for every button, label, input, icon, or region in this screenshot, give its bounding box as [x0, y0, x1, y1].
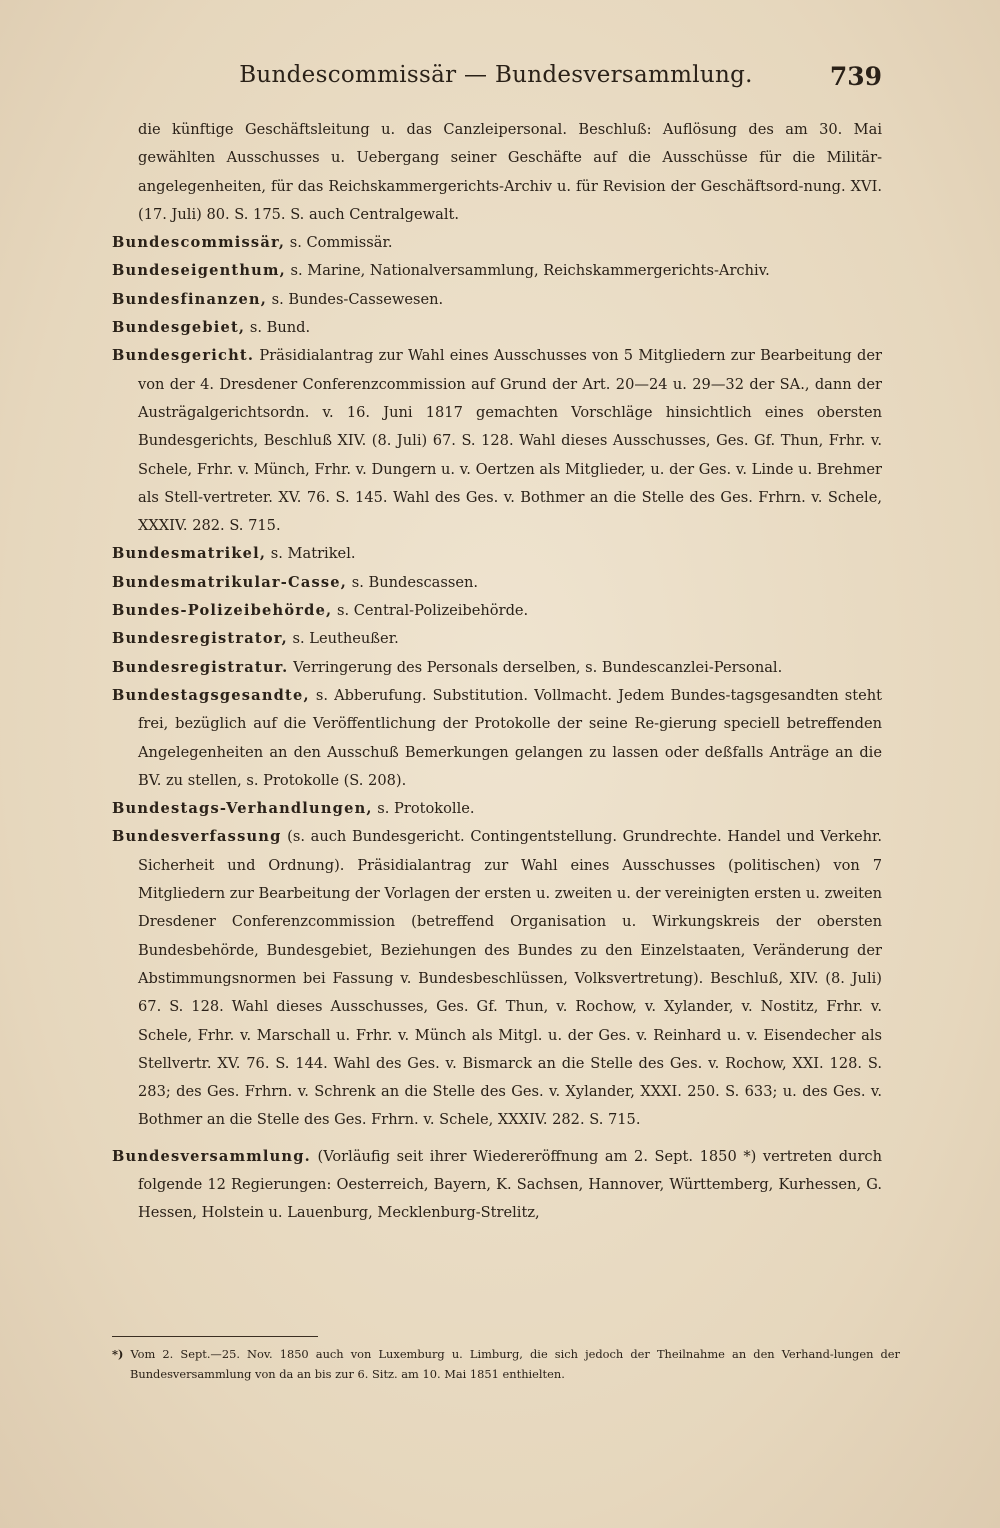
entry-lemma: Bundescommissär, — [112, 234, 286, 252]
footnote — [112, 1344, 900, 1384]
index-entry — [112, 257, 882, 285]
footnote-text: Vom 2. Sept.—25. Nov. 1850 auch von Luxemburg u. Limburg, die sich jedoch der Theilnahme an den Verhand-lungen der Bundesversammlung von da an bis zur 6. Sitz. am 10. Mai 1851 enthielten. — [123, 1347, 900, 1381]
entry-lemma: Bundesmatrikular-Casse, — [112, 573, 348, 591]
entry-lemma: Bundesregistratur. — [112, 658, 289, 676]
entry-lemma: Bundesgericht. — [112, 347, 255, 365]
entry-lemma: Bundestagsgesandte, — [112, 686, 310, 704]
index-entry — [112, 540, 882, 568]
index-entry — [112, 823, 882, 1134]
index-entry — [112, 654, 882, 682]
entry-lemma: Bundesverfassung — [112, 828, 282, 846]
entry-lemma: Bundesgebiet, — [112, 319, 246, 337]
index-entry — [112, 1143, 882, 1228]
page-header — [110, 62, 882, 106]
entry-lemma: Bundes-Polizeibehörde, — [112, 602, 333, 620]
index-entry — [112, 342, 882, 540]
entry-lemma: Bundesversammlung. — [112, 1147, 311, 1165]
footnote-rule — [112, 1336, 318, 1337]
entry-text: s. Bundescassen. — [347, 573, 479, 591]
entry-text: (Vorläufig seit ihrer Wiedereröffnung am 2. Sept. 1850 *) vertreten durch folgende 12 Regierungen: Oesterreich, Bayern, K. Sachsen, Hannover, Württemberg, Kurhessen, G. Hessen, Holstein u. Lauenburg, Mecklenburg-Strelitz, — [138, 1147, 882, 1222]
entry-text: s. Matrikel. — [266, 545, 356, 563]
entry-text: (s. auch Bundesgericht. Contingentstellung. Grundrechte. Handel und Verkehr. Sicherheit und Ordnung). Präsidialantrag zur Wahl eines Ausschusses (politischen) von 7 Mitgliedern zur Bearbeitung der Vorlagen der ersten u. zweiten u. der vereinigten ersten u. zweiten Dresdener Conferenzcommission (betreffend Organisation u. Wirkungskreis der obersten Bundesbehörde, Bundesgebiet, Beziehungen des Bundes zu den Einzelstaaten, Veränderung der Abstimmungsnormen bei Fassung v. Bundesbeschlüssen, Volksvertretung). Beschluß, XIV. (8. Juli) 67. S. 128. Wahl dieses Ausschusses, Ges. Gf. Thun, v. Rochow, v. Xylander, v. Nostitz, Frhr. v. Schele, Frhr. v. Marschall u. Frhr. v. Münch als Mitgl. u. der Ges. v. Reinhard u. v. Eisendecher als Stellvertr. XV. 76. S. 144. Wahl des Ges. v. Bismarck an die Stelle des Ges. v. Rochow, XXI. 128. S. 283; des Ges. Frhrn. v. Schrenk an die Stelle des Ges. v. Xylander, XXXI. 250. S. 633; u. des Ges. v. Bothmer an die Stelle des Ges. Frhrn. v. Schele, XXXIV. 282. S. 715. — [138, 828, 882, 1129]
index-entry — [112, 229, 882, 257]
entry-lemma: Bundesfinanzen, — [112, 290, 268, 308]
entry-text: s. Central-Polizeibehörde. — [332, 602, 529, 620]
page-number: 739 — [829, 62, 882, 91]
footnote-mark: *) — [112, 1347, 124, 1361]
entry-text: s. Abberufung. Substitution. Vollmacht. Jedem Bundes-tagsgesandten steht frei, bezüglich auf die Veröffentlichung der Protokolle der seine Re-gierung speciell betreffenden Angelegenheiten an den Ausschuß Bemerkungen gelangen zu lassen oder deßfalls Anträge an die BV. zu stellen, s. Protokolle (S. 208). — [138, 686, 882, 789]
index-entry — [112, 625, 882, 653]
entry-lemma: Bundeseigenthum, — [112, 262, 286, 280]
entry-text: die künftige Geschäftsleitung u. das Canzleipersonal. Beschluß: Auflösung des am 30. Mai gewählten Ausschusses u. Uebergang seiner Geschäfte auf die Ausschüsse für die Militär-angelegenheiten, für das Reichskammergerichts-Archiv u. für Revision der Geschäftsord-nung. XVI. (17. Juli) 80. S. 175. S. auch Centralgewalt. — [138, 121, 882, 223]
entry-text: s. Bundes-Cassewesen. — [267, 290, 444, 308]
entry-text: s. Leutheußer. — [287, 630, 399, 648]
index-entry — [112, 597, 882, 625]
entry-text: Verringerung des Personals derselben, s. Bundescanzlei-Personal. — [288, 658, 783, 676]
index-entry — [112, 569, 882, 597]
entry-text: Präsidialantrag zur Wahl eines Ausschusses von 5 Mitgliedern zur Bearbeitung der von der 4. Dresdener Conferenzcommission auf Grund der Art. 20—24 u. 29—32 der SA., dann der Austrägalgerichtsordn. v. 16. Juni 1817 gemachten Vorschläge hinsichtlich eines obersten Bundesgerichts, Beschluß XIV. (8. Juli) 67. S. 128. Wahl dieses Ausschusses, Ges. Gf. Thun, Frhr. v. Schele, Frhr. v. Münch, Frhr. v. Dungern u. v. Oertzen als Mitglieder, u. der Ges. v. Linde u. Brehmer als Stell-vertreter. XV. 76. S. 145. Wahl des Ges. v. Bothmer an die Stelle des Ges. Frhrn. v. Schele, XXXIV. 282. S. 715. — [138, 347, 882, 535]
entry-text: s. Marine, Nationalversammlung, Reichskammergerichts-Archiv. — [285, 262, 770, 280]
entry-text: s. Bund. — [245, 319, 311, 337]
index-entry — [112, 286, 882, 314]
running-title: Bundescommissär — Bundesversammlung. — [239, 62, 753, 88]
entry-text: s. Protokolle. — [372, 800, 475, 818]
index-entry — [112, 314, 882, 342]
entry-lemma: Bundesmatrikel, — [112, 545, 267, 563]
index-entry — [112, 682, 882, 795]
entry-lemma: Bundestags-Verhandlungen, — [112, 800, 373, 818]
index-entry — [112, 116, 882, 229]
index-entry — [112, 795, 882, 823]
entry-text: s. Commissär. — [285, 234, 393, 252]
entry-lemma: Bundesregistrator, — [112, 630, 288, 648]
index-body — [112, 116, 882, 1228]
